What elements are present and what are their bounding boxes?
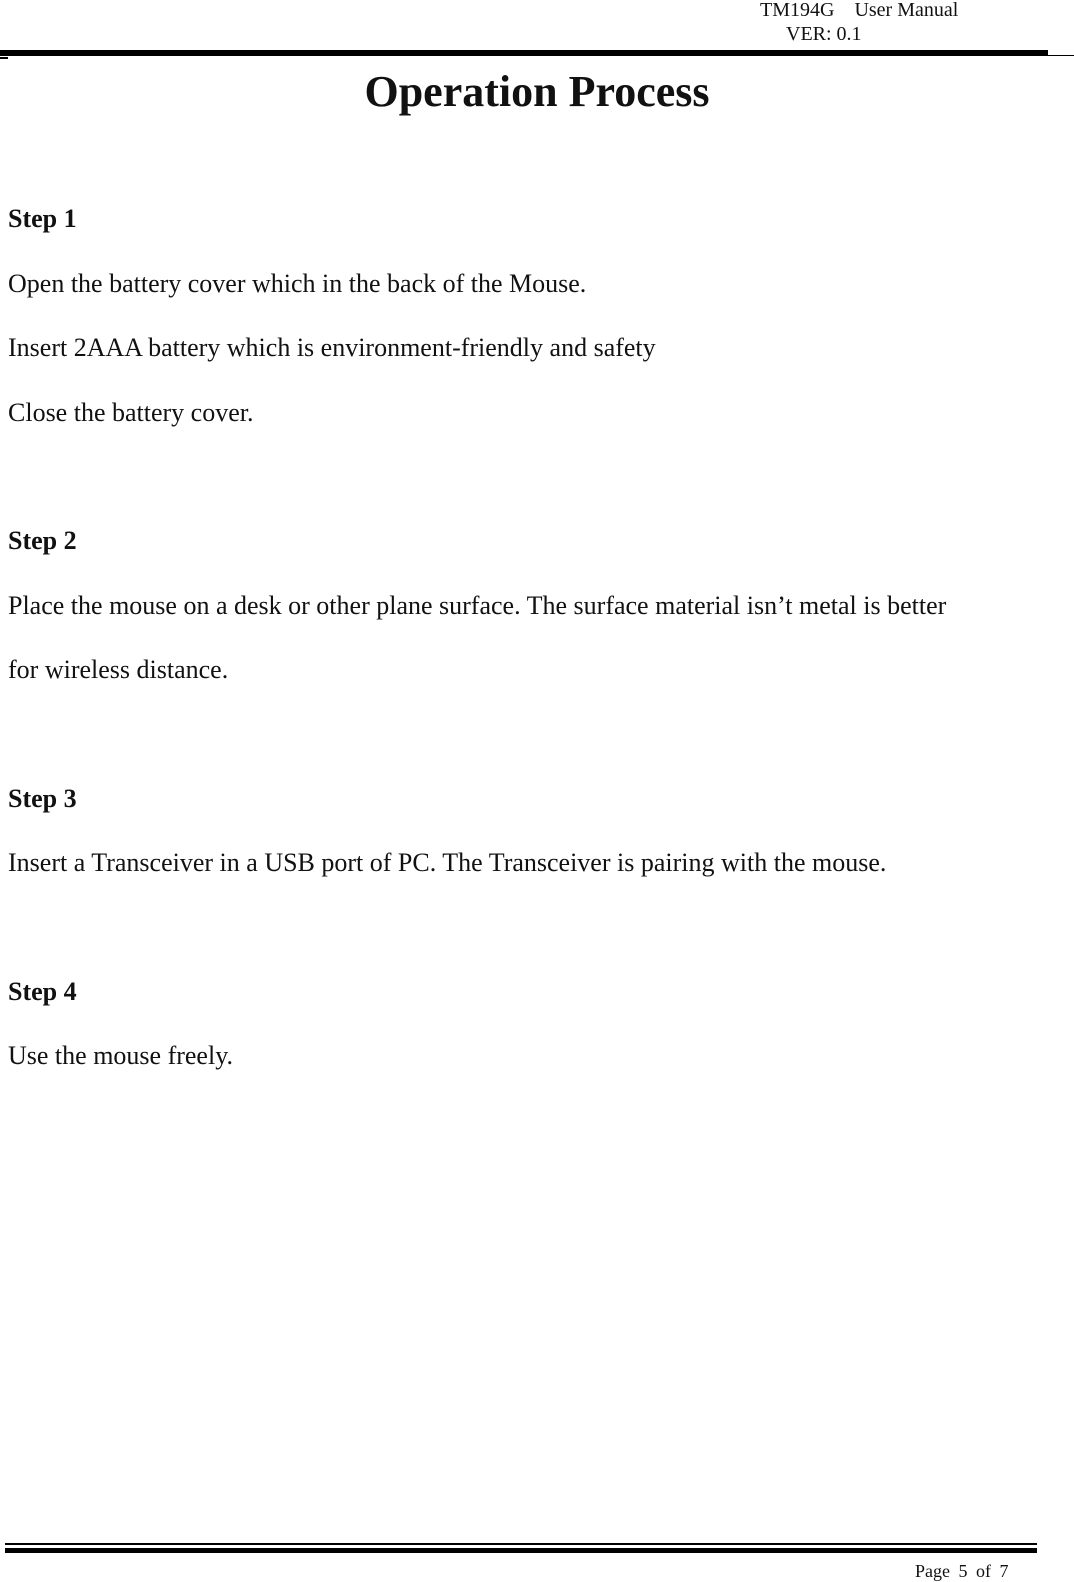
- step-2-line-1: Place the mouse on a desk or other plane surface. The surface material isn’t metal is better: [8, 591, 947, 620]
- header-divider-tick: [0, 57, 8, 59]
- page-title: Operation Process: [364, 67, 710, 116]
- step-1-line-2: Insert 2AAA battery which is environment-friendly and safety: [8, 333, 656, 362]
- step-3-heading: Step 3: [8, 784, 77, 813]
- step-2-heading: Step 2: [8, 526, 77, 555]
- step-3-line-1: Insert a Transceiver in a USB port of PC. The Transceiver is pairing with the mouse.: [8, 848, 887, 877]
- step-2-line-2: for wireless distance.: [8, 655, 229, 684]
- step-1-heading: Step 1: [8, 204, 77, 233]
- footer-divider-thick: [5, 1548, 1037, 1553]
- step-4-heading: Step 4: [8, 977, 77, 1006]
- step-1-line-3: Close the battery cover.: [8, 398, 254, 427]
- step-1-line-1: Open the battery cover which in the back of the Mouse.: [8, 269, 587, 298]
- page-header: [760, 0, 958, 46]
- page-number: Page 5 of 7: [915, 1561, 1009, 1581]
- header-divider: [0, 50, 1048, 56]
- step-4-line-1: Use the mouse freely.: [8, 1041, 234, 1070]
- header-doc-title: TM194G User Manual: [760, 0, 959, 21]
- header-version: VER: 0.1: [786, 23, 862, 45]
- header-divider-tail: [1048, 55, 1074, 56]
- footer-divider-thin: [5, 1543, 1037, 1545]
